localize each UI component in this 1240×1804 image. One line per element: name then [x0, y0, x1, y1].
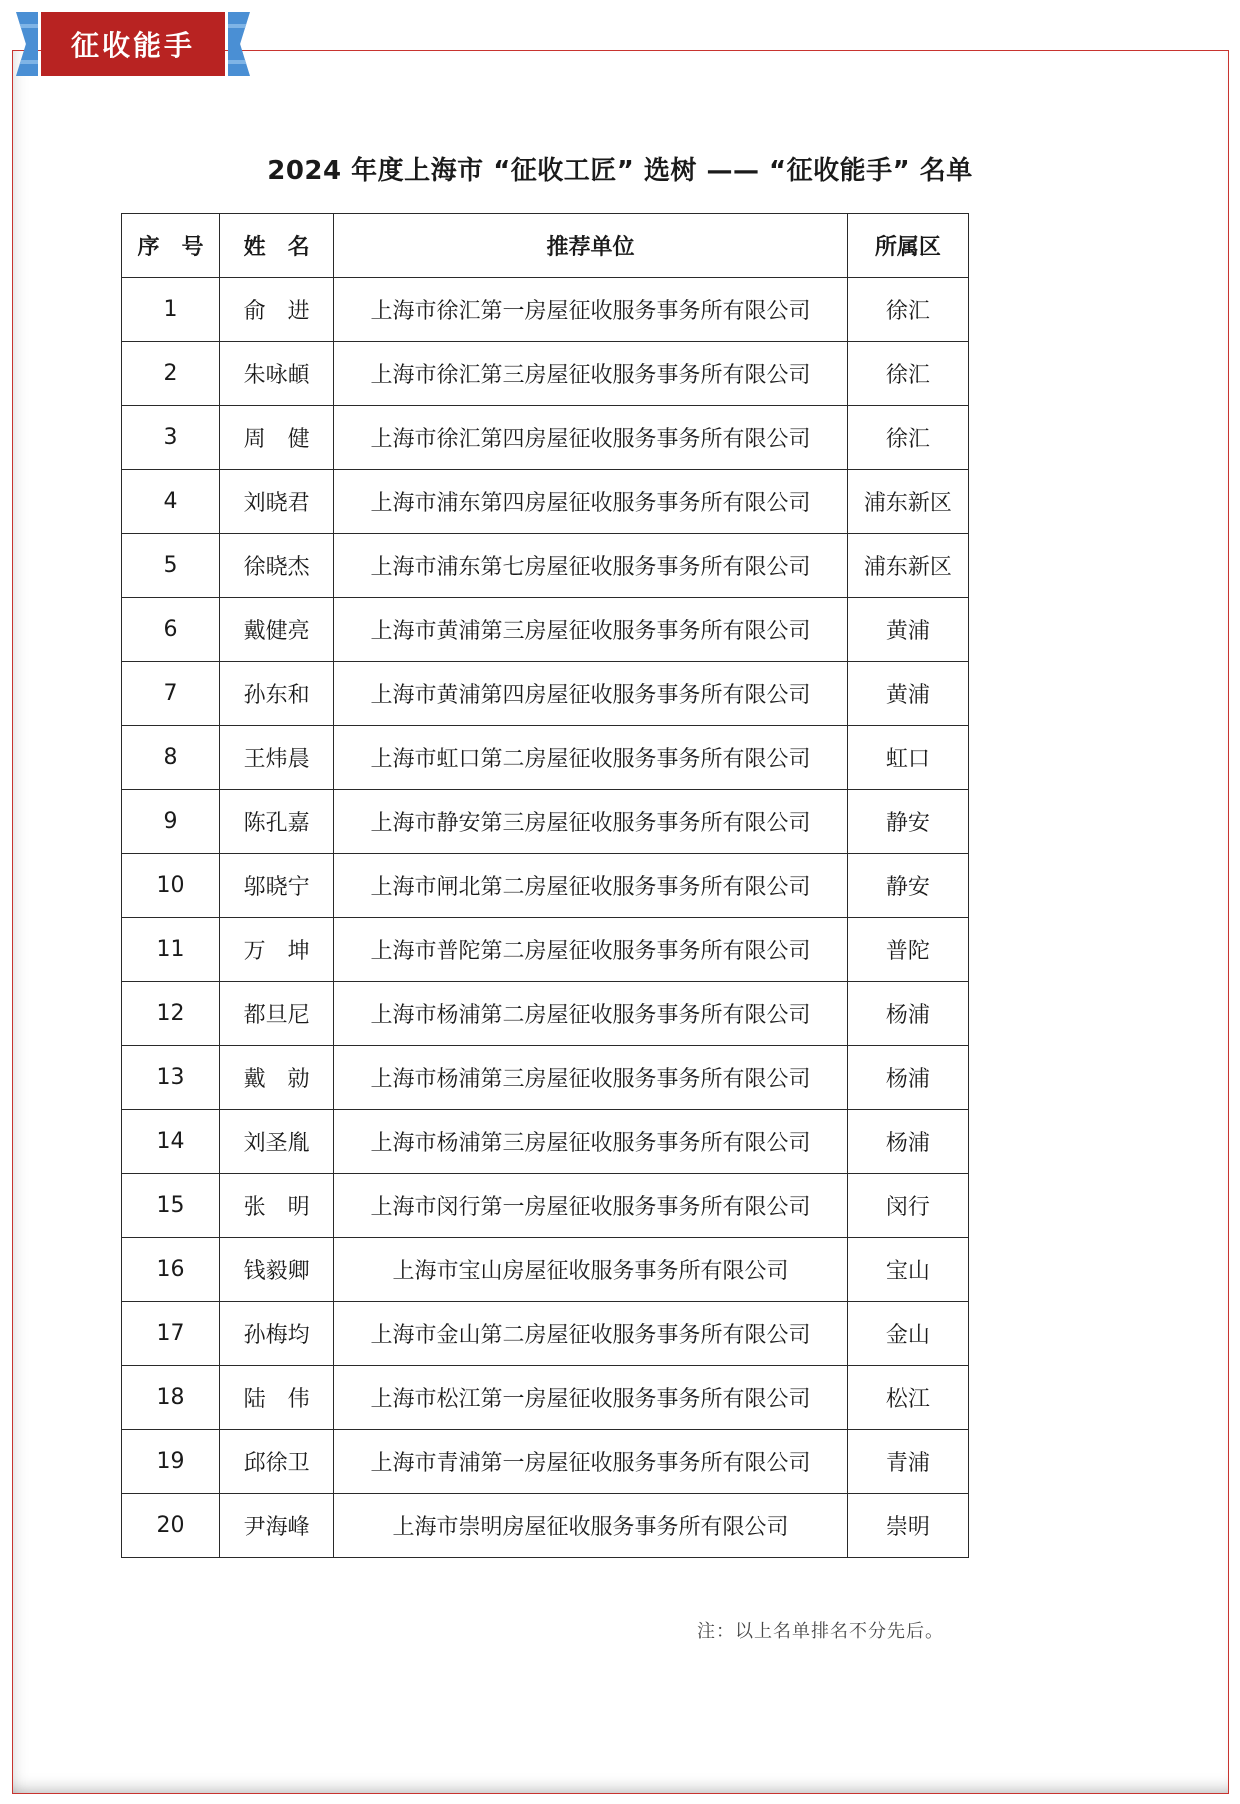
cell-name: 刘晓君 [220, 470, 334, 534]
table-row [122, 918, 969, 982]
cell-index: 14 [122, 1110, 220, 1174]
cell-district: 徐汇 [847, 342, 968, 406]
cell-name: 邬晓宁 [220, 854, 334, 918]
cell-index: 17 [122, 1302, 220, 1366]
cell-name: 都旦尼 [220, 982, 334, 1046]
banner-label: 征收能手 [41, 12, 225, 76]
cell-unit: 上海市静安第三房屋征收服务事务所有限公司 [334, 790, 848, 854]
table-row [122, 726, 969, 790]
cell-unit: 上海市徐汇第三房屋征收服务事务所有限公司 [334, 342, 848, 406]
cell-district: 宝山 [847, 1238, 968, 1302]
roster-table [121, 213, 969, 1558]
cell-name: 孙梅均 [220, 1302, 334, 1366]
cell-name: 周 健 [220, 406, 334, 470]
table-row [122, 1302, 969, 1366]
header-name: 姓 名 [220, 214, 334, 278]
table-row [122, 470, 969, 534]
table-row [122, 790, 969, 854]
cell-district: 虹口 [847, 726, 968, 790]
cell-index: 8 [122, 726, 220, 790]
table-header-row [122, 214, 969, 278]
table-row [122, 1238, 969, 1302]
cell-index: 7 [122, 662, 220, 726]
cell-name: 刘圣胤 [220, 1110, 334, 1174]
cell-unit: 上海市浦东第七房屋征收服务事务所有限公司 [334, 534, 848, 598]
table-row [122, 278, 969, 342]
table-row [122, 1430, 969, 1494]
table-row [122, 406, 969, 470]
cell-name: 戴 勍 [220, 1046, 334, 1110]
cell-index: 3 [122, 406, 220, 470]
cell-index: 13 [122, 1046, 220, 1110]
cell-unit: 上海市闵行第一房屋征收服务事务所有限公司 [334, 1174, 848, 1238]
table-row [122, 982, 969, 1046]
table-row [122, 598, 969, 662]
ribbon-left-tail [16, 12, 38, 76]
cell-district: 杨浦 [847, 1110, 968, 1174]
cell-index: 2 [122, 342, 220, 406]
cell-name: 孙东和 [220, 662, 334, 726]
cell-district: 金山 [847, 1302, 968, 1366]
cell-unit: 上海市徐汇第一房屋征收服务事务所有限公司 [334, 278, 848, 342]
cell-name: 钱毅卿 [220, 1238, 334, 1302]
cell-name: 万 坤 [220, 918, 334, 982]
table-row [122, 534, 969, 598]
document-title: 2024 年度上海市 “征收工匠” 选树 —— “征收能手” 名单 [267, 156, 973, 186]
header-index: 序 号 [122, 214, 220, 278]
cell-district: 崇明 [847, 1494, 968, 1558]
cell-unit: 上海市崇明房屋征收服务事务所有限公司 [334, 1494, 848, 1558]
cell-district: 青浦 [847, 1430, 968, 1494]
cell-name: 徐晓杰 [220, 534, 334, 598]
table-row [122, 1366, 969, 1430]
cell-index: 11 [122, 918, 220, 982]
cell-name: 邱徐卫 [220, 1430, 334, 1494]
cell-name: 尹海峰 [220, 1494, 334, 1558]
header-district: 所属区 [847, 214, 968, 278]
cell-index: 5 [122, 534, 220, 598]
cell-name: 王炜晨 [220, 726, 334, 790]
cell-district: 徐汇 [847, 406, 968, 470]
cell-district: 杨浦 [847, 982, 968, 1046]
cell-district: 徐汇 [847, 278, 968, 342]
header-unit: 推荐单位 [334, 214, 848, 278]
cell-name: 俞 进 [220, 278, 334, 342]
table-row [122, 342, 969, 406]
cell-index: 19 [122, 1430, 220, 1494]
cell-district: 静安 [847, 790, 968, 854]
cell-district: 闵行 [847, 1174, 968, 1238]
footnote: 注：以上名单排名不分先后。 [697, 1621, 944, 1642]
cell-district: 普陀 [847, 918, 968, 982]
cell-district: 杨浦 [847, 1046, 968, 1110]
cell-unit: 上海市杨浦第三房屋征收服务事务所有限公司 [334, 1110, 848, 1174]
cell-name: 戴健亮 [220, 598, 334, 662]
cell-unit: 上海市浦东第四房屋征收服务事务所有限公司 [334, 470, 848, 534]
cell-unit: 上海市青浦第一房屋征收服务事务所有限公司 [334, 1430, 848, 1494]
cell-name: 陈孔嘉 [220, 790, 334, 854]
cell-unit: 上海市杨浦第二房屋征收服务事务所有限公司 [334, 982, 848, 1046]
table-row [122, 1494, 969, 1558]
cell-unit: 上海市松江第一房屋征收服务事务所有限公司 [334, 1366, 848, 1430]
table-row [122, 854, 969, 918]
cell-district: 静安 [847, 854, 968, 918]
cell-index: 16 [122, 1238, 220, 1302]
cell-index: 4 [122, 470, 220, 534]
cell-unit: 上海市虹口第二房屋征收服务事务所有限公司 [334, 726, 848, 790]
cell-name: 朱咏頔 [220, 342, 334, 406]
cell-index: 10 [122, 854, 220, 918]
cell-unit: 上海市杨浦第三房屋征收服务事务所有限公司 [334, 1046, 848, 1110]
cell-unit: 上海市闸北第二房屋征收服务事务所有限公司 [334, 854, 848, 918]
cell-district: 松江 [847, 1366, 968, 1430]
cell-district: 黄浦 [847, 662, 968, 726]
table-row [122, 662, 969, 726]
cell-index: 20 [122, 1494, 220, 1558]
ribbon-right-tail [228, 12, 250, 76]
section-banner [16, 12, 250, 76]
table-row [122, 1174, 969, 1238]
cell-district: 黄浦 [847, 598, 968, 662]
cell-district: 浦东新区 [847, 470, 968, 534]
cell-name: 张 明 [220, 1174, 334, 1238]
cell-index: 15 [122, 1174, 220, 1238]
table-row [122, 1046, 969, 1110]
cell-index: 9 [122, 790, 220, 854]
cell-index: 12 [122, 982, 220, 1046]
cell-unit: 上海市黄浦第四房屋征收服务事务所有限公司 [334, 662, 848, 726]
cell-index: 6 [122, 598, 220, 662]
cell-district: 浦东新区 [847, 534, 968, 598]
cell-index: 1 [122, 278, 220, 342]
cell-name: 陆 伟 [220, 1366, 334, 1430]
cell-unit: 上海市徐汇第四房屋征收服务事务所有限公司 [334, 406, 848, 470]
table-row [122, 1110, 969, 1174]
cell-unit: 上海市黄浦第三房屋征收服务事务所有限公司 [334, 598, 848, 662]
cell-unit: 上海市普陀第二房屋征收服务事务所有限公司 [334, 918, 848, 982]
cell-unit: 上海市宝山房屋征收服务事务所有限公司 [334, 1238, 848, 1302]
cell-unit: 上海市金山第二房屋征收服务事务所有限公司 [334, 1302, 848, 1366]
cell-index: 18 [122, 1366, 220, 1430]
